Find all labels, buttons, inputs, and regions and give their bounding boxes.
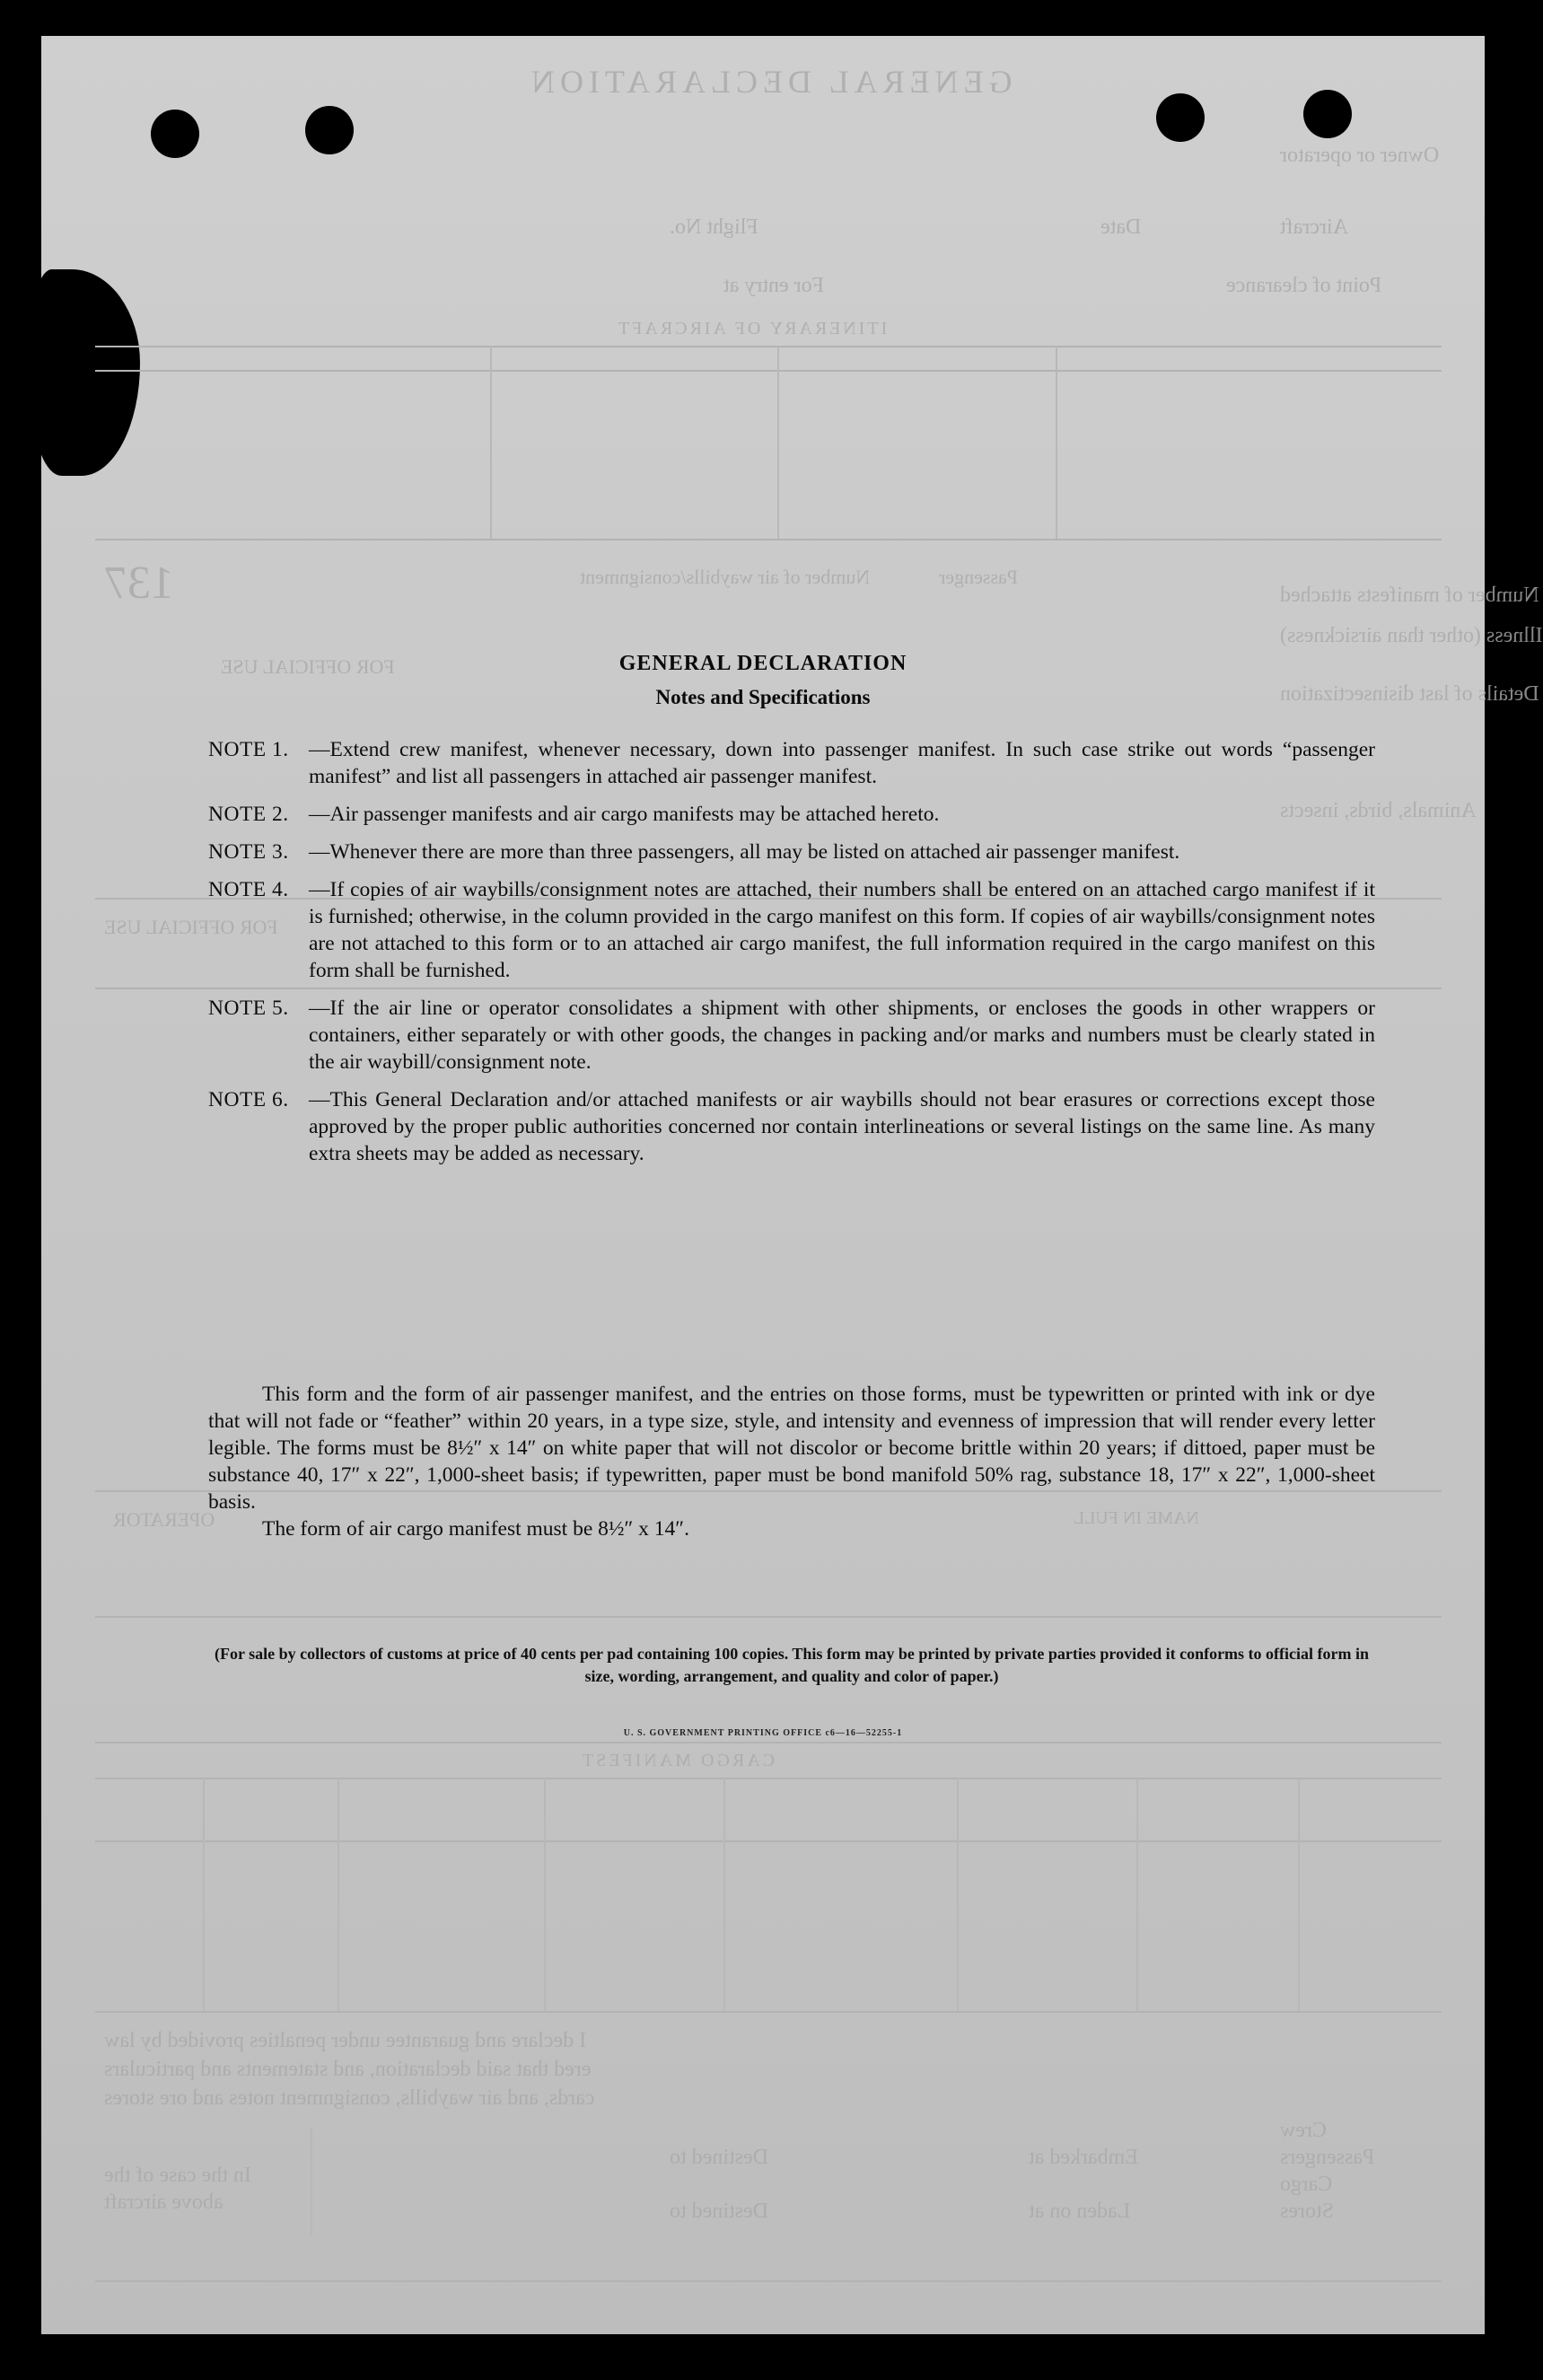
note-label: NOTE 5. bbox=[208, 997, 289, 1020]
punch-hole-right-1 bbox=[1156, 93, 1205, 142]
note-label: NOTE 4. bbox=[208, 878, 289, 901]
punch-hole-right-2 bbox=[1303, 90, 1352, 138]
note-item bbox=[208, 736, 1375, 790]
note-item bbox=[208, 1086, 1375, 1167]
note-text: —Extend crew manifest, whenever necessary, down into passenger manifest. In such case strike out words “passenger manifest” and list all passengers in attached air passenger manifest. bbox=[309, 738, 1375, 788]
note-text: —Air passenger manifests and air cargo manifests may be attached hereto. bbox=[309, 803, 940, 826]
document-page: GENERAL DECLARATION Owner or operator Date Flight No. Aircraft Point of clearance For entry at ITINERARY OF AIRCRAFT Number of manifests attached Passenger Number of air waybills/consignment 137 Illness (other than airsickness) FOR OFFICIAL USE Details of last disinsectization Animals, birds, insects FOR OFFICIAL USE OPERATOR NAME IN FULL CARGO MANIFEST I declare and guarantee under penalties provided by law ered that said declaration, and statements and particulars cards, and air waybills, consignment notes and ore stores Crew Passengers Cargo Stores Embarked at Destined to Laden on at Destined to In the case of the above aircraft GENERAL DECLARATION Notes and Specifications NOTE 1. —Extend crew manifest, whenever necessary, down into passenger manifest. In such case strike out words “passenger manifest” and list all passengers in attached air passenger manifest. NOTE 2. —Air passenger manifests and air cargo manifests may be attached hereto. NOTE 3. —Whenever there are more than three passengers, all may be listed on attached air passenger manifest. NOTE 4. —If copies of air waybills/consignment notes are attached, their numbers shall be entered on an attached cargo manifest if it is furnished; otherwise, in the column provided in the cargo manifest on this form. If copies of air waybills/consignment notes are not attached to this form or to an attached air cargo manifest, the full information required in the cargo manifest on this form shall be furnished. NOTE 5. —If the air line or operator consolidates a shipment with other shipments, or encloses the goods in other wrappers or containers, either separately or with other goods, the changes in packing and/or marks and numbers must be clearly stated in the air waybill/consignment note. NOTE 6. —This General Declaration and/or attached manifests or air waybills should not bear erasures or corrections except those approved by the proper public authorities concerned nor contain interlineations or several listings on the same line. As many extra sheets may be added as necessary. This form and the form of air passenger manifest, and the entries on those forms, must be typewritten or printed with ink or dye that will not fade or “feather” within 20 years, in a type size, style, and intensity and evenness of impression that will render every letter legible. The forms must be 8½″ x 14″ on white paper that will not discolor or become brittle within 20 years; if dittoed, paper must be substance 40, 17″ x 22″, 1,000-sheet basis; if typewritten, paper must be bond manifold 50% rag, substance 18, 17″ x 22″, 1,000-sheet basis. The form of air cargo manifest must be 8½″ x 14″. (For sale by collectors of customs at price of 40 cents per pad containing 100 copies. This form may be printed by private parties provided it conforms to official form in size, wording, arrangement, and quality and color of paper.) U. S. GOVERNMENT PRINTING OFFICE c6—16—52255-1 bbox=[41, 36, 1485, 2334]
sale-notice: (For sale by collectors of customs at price of 40 cents per pad containing 100 copies. This form may be printed by private parties provided it conforms to official form in size, wording, arrangement, and quality and color of paper.) bbox=[214, 1645, 1370, 1685]
note-label: NOTE 1. bbox=[208, 738, 289, 761]
printer-imprint: U. S. GOVERNMENT PRINTING OFFICE c6—16—52255-1 bbox=[623, 1728, 903, 1738]
notes-list bbox=[208, 736, 1375, 1178]
note-label: NOTE 2. bbox=[208, 803, 289, 826]
note-text: —If the air line or operator consolidates a shipment with other shipments, or encloses the goods in other wrappers or containers, either separately or with other goods, the changes in packing and/or marks and numbers must be clearly stated in the air waybill/consignment note. bbox=[309, 997, 1375, 1074]
specification-block bbox=[208, 1381, 1375, 1542]
note-text: —This General Declaration and/or attached manifests or air waybills should not bear erasures or corrections except those approved by the proper public authorities concerned nor contain interlineations or several listings on the same line. As many extra sheets may be added as necessary. bbox=[309, 1088, 1375, 1165]
document-title: GENERAL DECLARATION bbox=[618, 652, 907, 675]
note-item bbox=[208, 839, 1375, 865]
punch-hole-left-2 bbox=[305, 106, 354, 154]
note-label: NOTE 6. bbox=[208, 1088, 289, 1111]
note-text: —If copies of air waybills/consignment notes are attached, their numbers shall be entered on an attached cargo manifest if it is furnished; otherwise, in the column provided in the cargo manifest on this form. If copies of air waybills/consignment notes are not attached to this form or to an attached air cargo manifest, the full information required in the cargo manifest on this form shall be furnished. bbox=[309, 878, 1375, 982]
note-item bbox=[208, 876, 1375, 984]
note-label: NOTE 3. bbox=[208, 840, 289, 864]
note-text: —Whenever there are more than three passengers, all may be listed on attached air passenger manifest. bbox=[309, 840, 1180, 864]
note-item bbox=[208, 801, 1375, 828]
note-item bbox=[208, 995, 1375, 1076]
cargo-size-line: The form of air cargo manifest must be 8½″ x 14″. bbox=[262, 1517, 689, 1541]
document-subtitle: Notes and Specifications bbox=[655, 686, 871, 708]
torn-edge bbox=[32, 269, 140, 476]
specification-paragraph: This form and the form of air passenger manifest, and the entries on those forms, must be typewritten or printed with ink or dye that will not fade or “feather” within 20 years, in a type size, style, and intensity and evenness of impression that will render every letter legible. The forms must be 8½″ x 14″ on white paper that will not discolor or become brittle within 20 years; if dittoed, paper must be substance 40, 17″ x 22″, 1,000-sheet basis; if typewritten, paper must be bond manifold 50% rag, substance 18, 17″ x 22″, 1,000-sheet basis. bbox=[208, 1383, 1375, 1514]
punch-hole-left-1 bbox=[151, 110, 199, 158]
